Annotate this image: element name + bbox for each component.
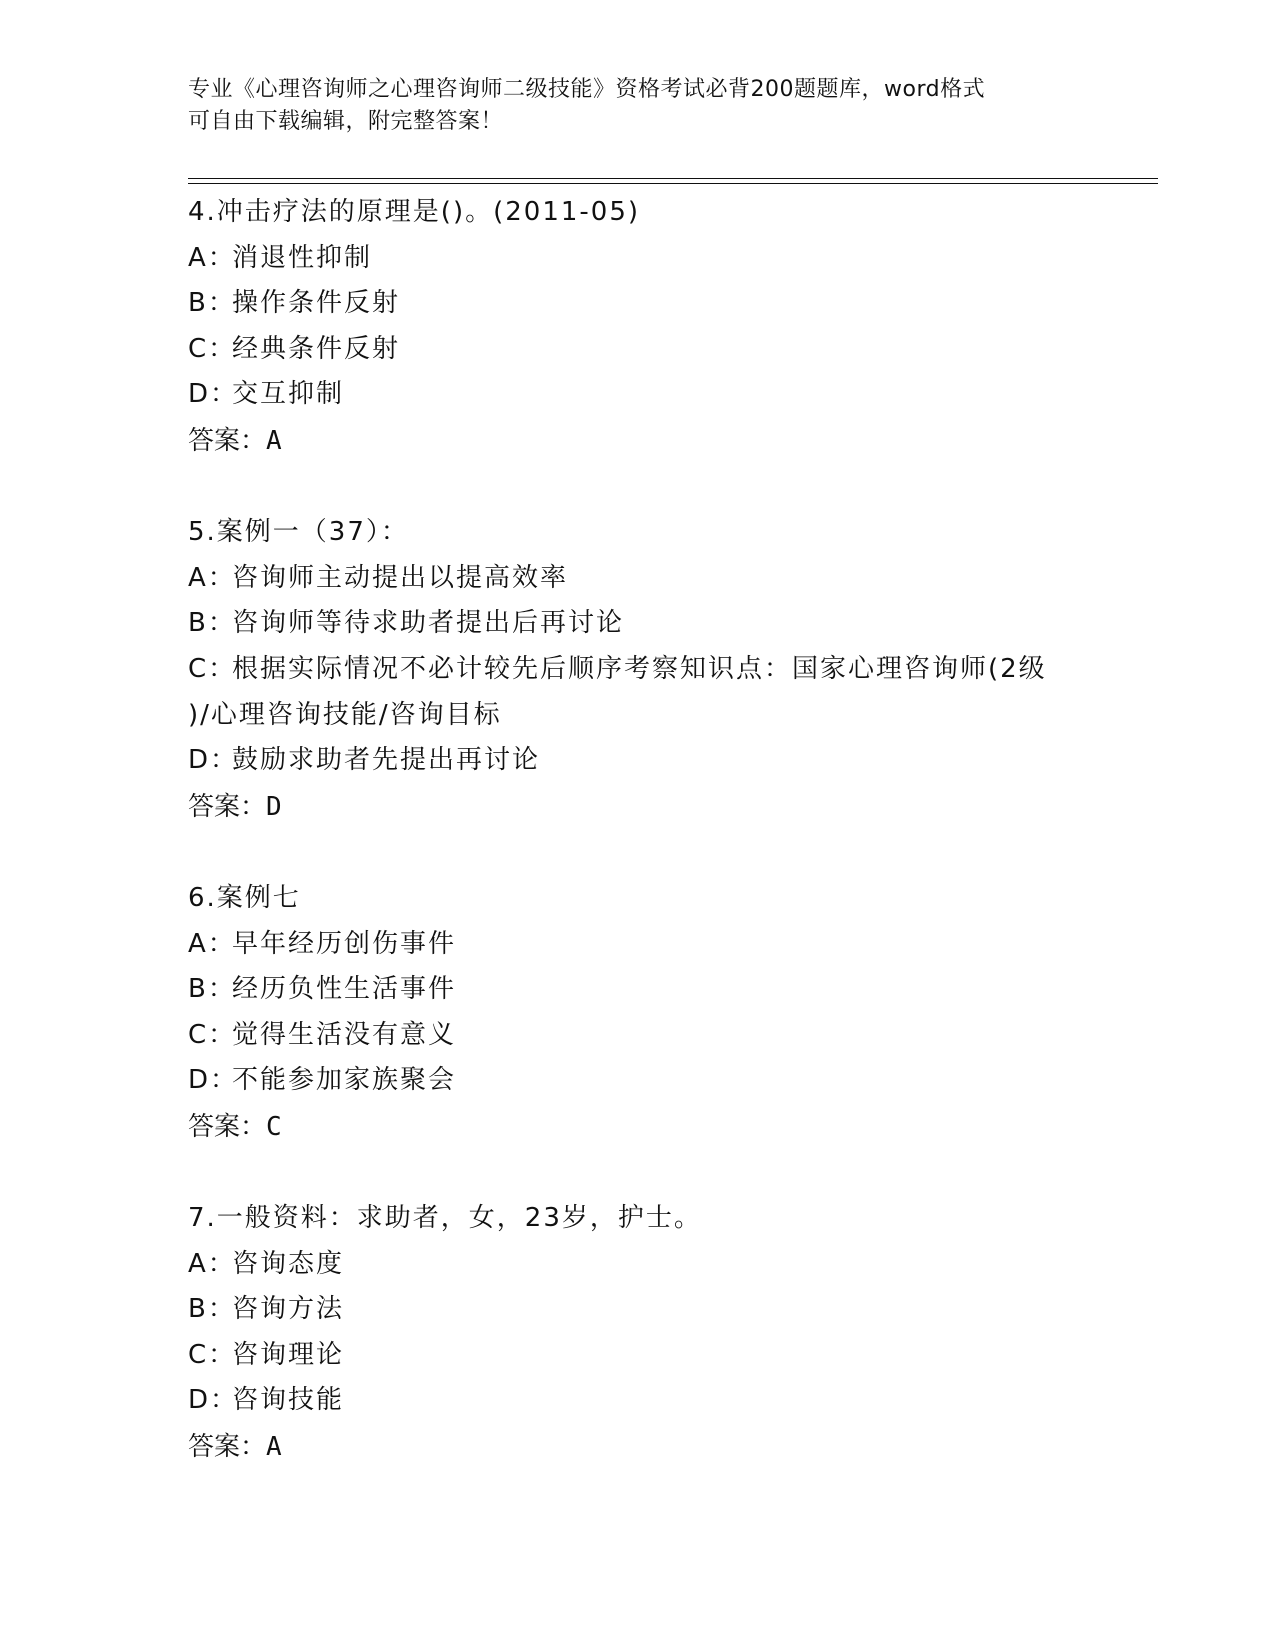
answer-value: A [266,425,282,456]
option-text: 咨询技能 [232,1385,345,1416]
option-text: 鼓励求助者先提出再讨论 [232,745,541,776]
header-line-2: 可自由下载编辑，附完整答案！ [188,109,504,134]
option-c [188,327,1158,373]
option-key: D： [188,1385,239,1416]
question-stem: 6.案例七 [188,882,301,913]
option-key: A： [188,1248,236,1279]
spacer [188,465,1158,511]
option-b [188,967,1158,1013]
option-key: B： [188,608,236,639]
option-a [188,1242,1158,1288]
option-b [188,281,1158,327]
question-item [188,510,1158,830]
option-c [188,1333,1158,1379]
option-d [188,738,1158,784]
option-text: 咨询态度 [232,1248,345,1279]
option-text: 早年经历创伤事件 [232,928,457,959]
option-a [188,922,1158,968]
answer-line [188,784,1158,831]
header-divider-bottom [188,183,1158,184]
option-key: D： [188,379,239,410]
option-key: A： [188,562,236,593]
option-text: 咨询师等待求助者提出后再讨论 [232,608,625,639]
option-text: 觉得生活没有意义 [232,1019,457,1050]
option-d [188,372,1158,418]
option-key: A： [188,928,236,959]
answer-label: 答案： [188,424,267,455]
question-stem: 5.案例一（37）： [188,517,409,548]
option-key: B： [188,288,236,319]
option-b [188,601,1158,647]
option-text: 经历负性生活事件 [232,974,457,1005]
answer-line [188,418,1158,465]
question-stem: 4.冲击疗法的原理是()。(2011-05) [188,197,641,227]
option-key: B： [188,1294,236,1325]
option-c [188,1013,1158,1059]
option-c [188,647,1158,693]
option-text: 咨询理论 [232,1339,345,1370]
answer-line [188,1424,1158,1471]
option-text: 交互抑制 [232,379,345,410]
question-item [188,1196,1158,1471]
answer-value: A [266,1432,282,1463]
question-list [188,190,1158,1471]
option-text: 不能参加家族聚会 [232,1065,457,1096]
option-key: C： [188,1339,237,1370]
option-key: B： [188,974,236,1005]
option-text: 咨询方法 [232,1294,345,1325]
answer-line [188,1104,1158,1151]
answer-label: 答案： [188,1110,267,1141]
option-c-continued [188,693,1158,739]
option-key: D： [188,745,239,776]
option-key: C： [188,333,237,364]
option-b [188,1287,1158,1333]
question-item [188,190,1158,465]
option-key: A： [188,242,236,273]
option-key: D： [188,1065,239,1096]
question-stem: 7.一般资料：求助者，女，23岁，护士。 [188,1203,702,1234]
answer-label: 答案： [188,790,267,821]
option-text-continued: )/心理咨询技能/咨询目标 [188,699,502,730]
option-a [188,236,1158,282]
spacer [188,830,1158,876]
answer-value: C [266,1111,282,1142]
document-header [188,74,1088,138]
option-text: 经典条件反射 [232,333,401,364]
option-key: C： [188,1019,237,1050]
answer-label: 答案： [188,1431,267,1462]
spacer [188,1150,1158,1196]
option-d [188,1378,1158,1424]
header-divider-top [188,178,1158,179]
option-text: 咨询师主动提出以提高效率 [232,562,569,593]
option-text: 根据实际情况不必计较先后顺序考察知识点：国家心理咨询师(2级 [232,653,1047,684]
header-line-1: 专业《心理咨询师之心理咨询师二级技能》资格考试必背200题题库，word格式 [188,77,986,102]
option-d [188,1058,1158,1104]
option-text: 消退性抑制 [232,242,373,273]
question-item [188,876,1158,1151]
option-a [188,556,1158,602]
option-text: 操作条件反射 [232,288,401,319]
option-key: C： [188,653,237,684]
answer-value: D [266,791,282,822]
